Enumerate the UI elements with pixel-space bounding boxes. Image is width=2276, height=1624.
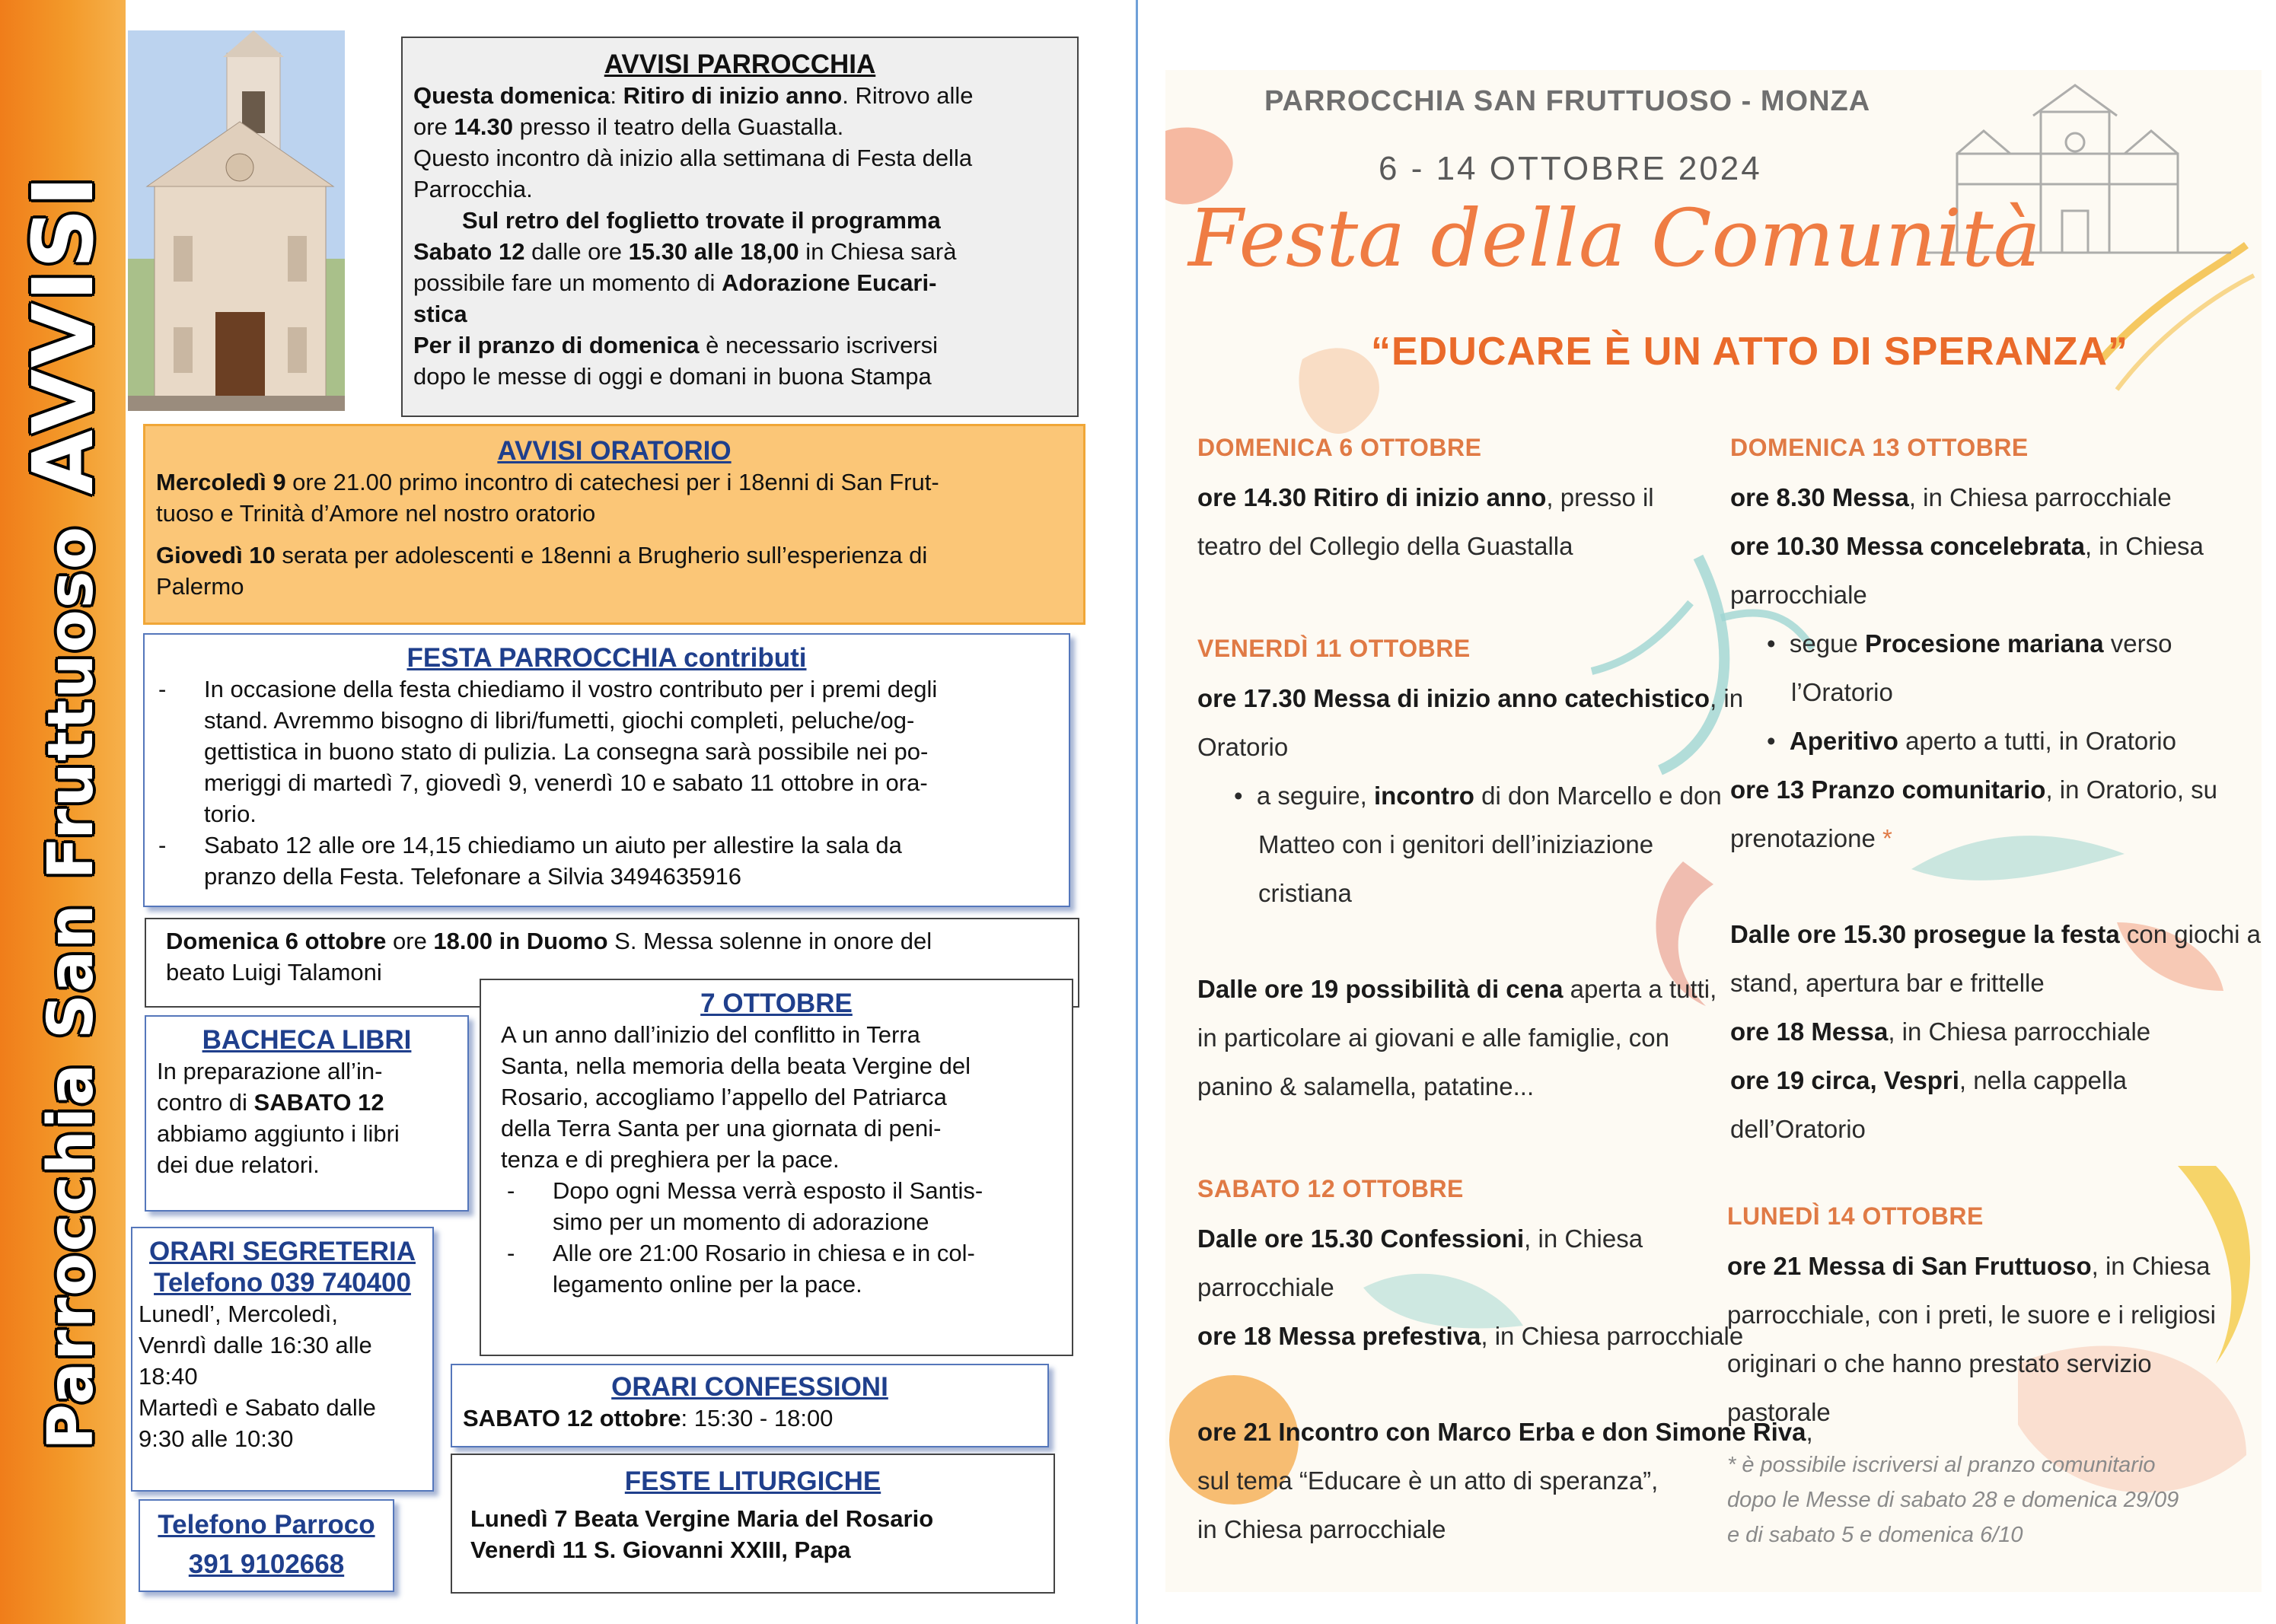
parrocchia-line-2: ore 14.30 presso il teatro della Guastalla. xyxy=(413,113,844,140)
liturgiche-box xyxy=(451,1454,1055,1594)
ottobre7-line: A un anno dall’inizio del conflitto in Terra xyxy=(501,1021,920,1048)
ottobre7-line: Rosario, accogliamo l’appello del Patriarca xyxy=(501,1084,947,1110)
d14-heading: LUNEDÌ 14 OTTOBRE xyxy=(1727,1202,1984,1230)
parrocchia-line-3: Questo incontro dà inizio alla settimana di Festa della xyxy=(413,145,973,171)
d13-vespri-line-1: ore 19 circa, Vespri, nella cappella xyxy=(1730,1066,2128,1094)
parroco-box xyxy=(139,1499,394,1592)
ottobre7-box xyxy=(480,979,1073,1356)
festa-flyer xyxy=(1165,70,2262,1592)
banner-avvisi: AVVISI xyxy=(14,174,112,495)
segreteria-line: 9:30 alle 10:30 xyxy=(139,1425,294,1452)
bacheca-line: abbiamo aggiunto i libri xyxy=(157,1120,400,1147)
liturgiche-line-2: Venerdì 11 S. Giovanni XXIII, Papa xyxy=(470,1536,851,1563)
d11-heading: VENERDÌ 11 OTTOBRE xyxy=(1197,635,1471,662)
d13-bullet-1-line-1: • segue Procesione mariana verso xyxy=(1767,629,2172,658)
d11-cena-line-2: in particolare ai giovani e alle famiglie, con xyxy=(1197,1024,1670,1052)
bacheca-line: In preparazione all’in- xyxy=(157,1058,383,1084)
d11-bullet-line-1: • a seguire, incontro di don Marcello e don xyxy=(1234,782,1722,810)
liturgiche-line-1: Lunedì 7 Beata Vergine Maria del Rosario xyxy=(470,1505,934,1532)
parroco-title: Telefono Parroco xyxy=(158,1510,375,1540)
parrocchia-line-8: stica xyxy=(413,301,467,327)
d6-heading: DOMENICA 6 OTTOBRE xyxy=(1197,434,1482,461)
oratorio-p2-line-1: Giovedì 10 serata per adolescenti e 18enni a Brugherio sull’esperienza di xyxy=(156,542,928,568)
d6-line-2: teatro del Collegio della Guastalla xyxy=(1197,532,1573,560)
d12-line-2: parrocchiale xyxy=(1197,1273,1334,1301)
ottobre7-item-1: - Dopo ogni Messa verrà esposto il Santis- simo per un momento di adorazione xyxy=(501,1175,1052,1237)
oratorio-p1-line-1: Mercoledì 9 ore 21.00 primo incontro di catechesi per i 18enni di San Frut- xyxy=(156,469,939,495)
d13-festa-line-2: stand, apertura bar e frittelle xyxy=(1730,969,2045,997)
d11-line-2: Oratorio xyxy=(1197,733,1289,761)
side-banner xyxy=(0,0,126,1624)
d13-festa-line-1: Dalle ore 15.30 prosegue la festa con giochi a xyxy=(1730,920,2262,948)
parrocchia-line-5: Sul retro del foglietto trovate il programma xyxy=(462,207,941,234)
avvisi-parrocchia-box xyxy=(401,37,1079,417)
page-divider xyxy=(1136,0,1138,1624)
d14-line-2: parrocchiale, con i preti, le suore e i religiosi xyxy=(1727,1301,2216,1329)
bacheca-title: BACHECA LIBRI xyxy=(202,1025,412,1055)
church-illustration xyxy=(128,30,345,411)
d12-line-6: in Chiesa parrocchiale xyxy=(1197,1515,1446,1543)
duomo-line-1: Domenica 6 ottobre ore 18.00 in Duomo S. Messa solenne in onore del xyxy=(166,928,932,954)
oratorio-p2-line-2: Palermo xyxy=(156,573,244,600)
avvisi-parrocchia-title: AVVISI PARROCCHIA xyxy=(604,49,876,79)
segreteria-line: Venrdì dalle 16:30 alle xyxy=(139,1332,372,1358)
d11-bullet-line-3: cristiana xyxy=(1258,879,1352,907)
festa-contributi-box xyxy=(143,633,1070,907)
segreteria-phone: Telefono 039 740400 xyxy=(154,1268,411,1298)
flyer-script-title: Festa della Comunità xyxy=(1188,192,2041,285)
liturgiche-title: FESTE LITURGICHE xyxy=(624,1466,881,1496)
d13-vespri-line-2: dell’Oratorio xyxy=(1730,1115,1866,1143)
avvisi-oratorio-box xyxy=(143,424,1085,625)
d13-line-2: ore 10.30 Messa concelebrata, in Chiesa xyxy=(1730,532,2204,560)
d11-cena-line-1: Dalle ore 19 possibilità di cena aperta a tutti, xyxy=(1197,975,1717,1003)
flyer-dates: 6 - 14 OTTOBRE 2024 xyxy=(1379,150,1762,187)
segreteria-line: Martedì e Sabato dalle xyxy=(139,1394,376,1421)
ottobre7-line: Santa, nella memoria della beata Vergine del xyxy=(501,1052,971,1079)
segreteria-box xyxy=(131,1227,434,1492)
parrocchia-line-1: Questa domenica: Ritiro di inizio anno. Ritrovo alle xyxy=(413,82,974,109)
d13-bullet-2: • Aperitivo aperto a tutti, in Oratorio xyxy=(1767,727,2176,755)
parrocchia-line-9: Per il pranzo di domenica è necessario iscriversi xyxy=(413,332,939,358)
banner-parish: Parrocchia San Fruttuoso xyxy=(34,524,107,1450)
ottobre7-line: della Terra Santa per una giornata di peni- xyxy=(501,1115,942,1142)
d13-messa-line: ore 18 Messa, in Chiesa parrocchiale xyxy=(1730,1017,2151,1046)
d11-cena-line-3: panino & salamella, patatine... xyxy=(1197,1072,1535,1100)
d13-line-3: parrocchiale xyxy=(1730,581,1867,609)
d13-pranzo-line-1: ore 13 Pranzo comunitario, in Oratorio, su xyxy=(1730,775,2218,804)
segreteria-line: 18:40 xyxy=(139,1363,198,1390)
bacheca-libri-box xyxy=(145,1015,469,1212)
parrocchia-line-4: Parrocchia. xyxy=(413,176,533,202)
confessioni-title: ORARI CONFESSIONI xyxy=(611,1372,888,1402)
confessioni-box xyxy=(451,1364,1049,1447)
festa-list xyxy=(152,673,1061,892)
parrocchia-line-10: dopo le messe di oggi e domani in buona Stampa xyxy=(413,363,932,390)
d11-bullet-line-2: Matteo con i genitori dell’iniziazione xyxy=(1258,830,1654,858)
ottobre7-list xyxy=(501,1175,1052,1300)
d13-line-1: ore 8.30 Messa, in Chiesa parrocchiale xyxy=(1730,483,2172,511)
d13-heading: DOMENICA 13 OTTOBRE xyxy=(1730,434,2029,461)
d13-pranzo-line-2: prenotazione * xyxy=(1730,824,1892,852)
segreteria-title: ORARI SEGRETERIA xyxy=(148,1237,416,1266)
bacheca-line: dei due relatori. xyxy=(157,1151,320,1178)
d12-line-4: ore 21 Incontro con Marco Erba e don Simone Riva, xyxy=(1197,1418,1813,1446)
festa-item-1: - In occasione della festa chiediamo il vostro contributo per i premi degli stand. Avremmo bisogno di libri/fumetti, giochi completi, peluche/og- gettistica in buono stato di pulizia. La consegna sarà possibile nei po- meriggi di martedì 7, giovedì 9, venerdì 10 e sabato 11 ottobre in ora- torio. xyxy=(152,673,1061,830)
flyer-footnote: * è possibile iscriversi al pranzo comunitario dopo le Messe di sabato 28 e domenica 29/09 e di sabato 5 e domenica 6/10 xyxy=(1727,1453,2179,1547)
d12-line-3: ore 18 Messa prefestiva, in Chiesa parrocchiale xyxy=(1197,1322,1744,1350)
d14-line-4: pastorale xyxy=(1727,1398,1831,1426)
ottobre7-line: tenza e di preghiera per la pace. xyxy=(501,1146,840,1173)
oratorio-p1-line-2: tuoso e Trinità d’Amore nel nostro oratorio xyxy=(156,500,596,527)
ottobre7-title: 7 OTTOBRE xyxy=(700,989,853,1018)
d13-bullet-1-line-2: l’Oratorio xyxy=(1791,678,1893,706)
parroco-phone: 391 9102668 xyxy=(188,1549,345,1579)
d14-line-1: ore 21 Messa di San Fruttuoso, in Chiesa xyxy=(1727,1252,2211,1280)
d11-line-1: ore 17.30 Messa di inizio anno catechistico, in xyxy=(1197,684,1744,712)
d12-line-5: sul tema “Educare è un atto di speranza”, xyxy=(1197,1466,1659,1495)
duomo-line-2: beato Luigi Talamoni xyxy=(166,959,382,986)
avvisi-oratorio-title: AVVISI ORATORIO xyxy=(497,436,732,466)
parrocchia-line-7: possibile fare un momento di Adorazione Eucari- xyxy=(413,269,937,296)
d12-line-1: Dalle ore 15.30 Confessioni, in Chiesa xyxy=(1197,1224,1643,1253)
festa-item-2: - Sabato 12 alle ore 14,15 chiediamo un aiuto per allestire la sala da pranzo della Festa. Telefonare a Silvia 3494635916 xyxy=(152,830,1061,892)
d12-heading: SABATO 12 OTTOBRE xyxy=(1197,1175,1464,1202)
festa-contributi-title: FESTA PARROCCHIA contributi xyxy=(406,643,807,673)
flyer-motto: “EDUCARE È UN ATTO DI SPERANZA” xyxy=(1371,330,2128,374)
banner-title xyxy=(14,174,112,1450)
segreteria-line: Lunedl’, Mercoledì, xyxy=(139,1301,338,1327)
d14-line-3: originari o che hanno prestato servizio xyxy=(1727,1349,2152,1377)
flyer-parish: PARROCCHIA SAN FRUTTUOSO - MONZA xyxy=(1264,85,1871,117)
parrocchia-line-6: Sabato 12 dalle ore 15.30 alle 18,00 in Chiesa sarà xyxy=(413,238,957,265)
confessioni-line: SABATO 12 ottobre: 15:30 - 18:00 xyxy=(463,1405,834,1431)
bacheca-line: contro di SABATO 12 xyxy=(157,1089,384,1116)
d6-line-1: ore 14.30 Ritiro di inizio anno, presso il xyxy=(1197,483,1654,511)
church-photo xyxy=(128,30,345,411)
ottobre7-item-2: - Alle ore 21:00 Rosario in chiesa e in col- legamento online per la pace. xyxy=(501,1237,1052,1300)
